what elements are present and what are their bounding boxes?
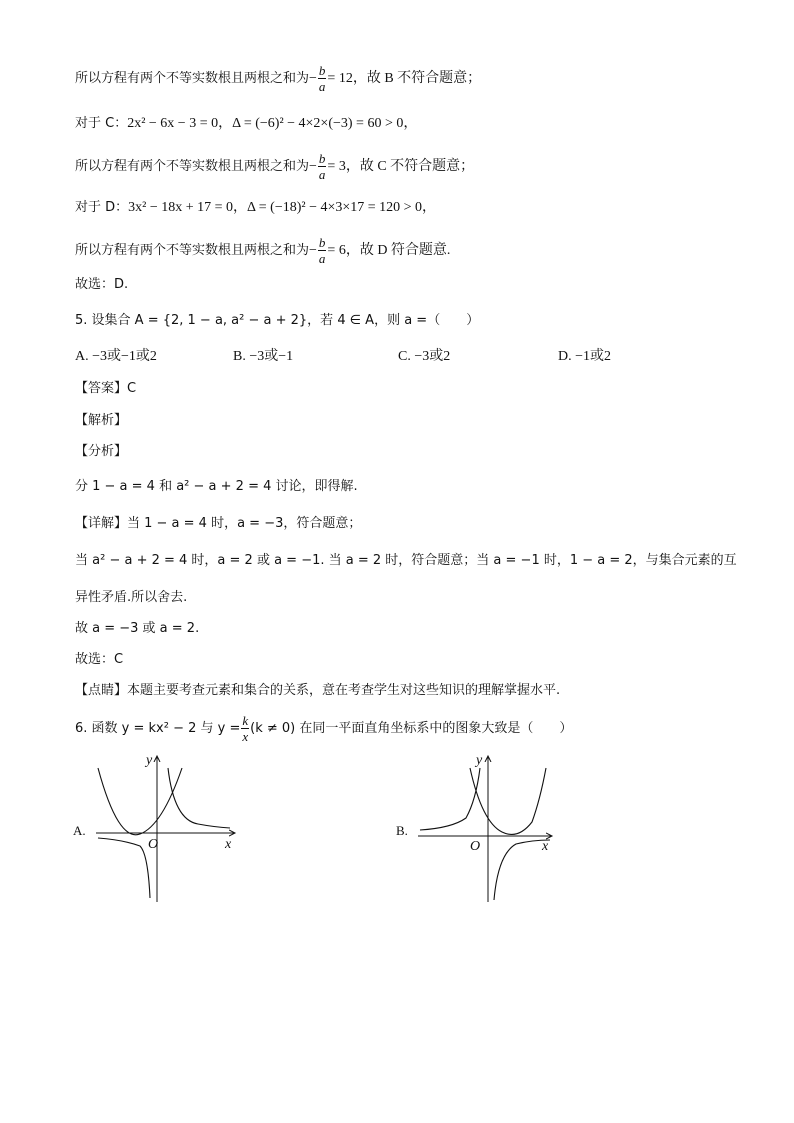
origin-label: O (470, 839, 481, 854)
detail-line-3: 异性矛盾.所以舍去. (75, 590, 188, 605)
graph-a (90, 750, 250, 905)
detail-line-1: 【详解】当 1 − a = 4 时，a = −3，符合题意； (75, 516, 362, 531)
line-case-c: 对于 C：2x² − 6x − 3 = 0，Δ = (−6)² − 4×2×(−3) = 60 > 0， (75, 116, 418, 131)
fraction-b-over-a: $\frac{b}{a}$ (318, 235, 326, 266)
line-b-sum: 所以方程有两个不等实数根且两根之和为− $\frac{b}{a}$ = 12，故 B 不符合题意； (75, 63, 482, 94)
graph-b-label: B. (396, 823, 408, 838)
q5-option-b: B. −3或−1 (233, 349, 294, 364)
fraction-k-over-x: $\frac{k}{x}$ (242, 713, 249, 744)
origin-label: O (148, 837, 159, 852)
line-d-sum: 所以方程有两个不等实数根且两根之和为− $\frac{b}{a}$ = 6，故 D 符合题意. (75, 235, 451, 266)
graph-b (412, 750, 572, 905)
graph-a-label: A. (73, 823, 86, 838)
fraction-b-over-a: $\frac{b}{a}$ (318, 63, 326, 94)
hyperbola-branch-1 (168, 768, 230, 828)
analysis-label: 【解析】 (75, 413, 128, 428)
parabola-curve (470, 768, 546, 834)
dianjing: 【点睛】本题主要考查元素和集合的关系，意在考查学生对这些知识的理解掌握水平. (75, 683, 561, 698)
answer-c: 故选：C (75, 652, 124, 667)
q5-option-c: C. −3或2 (398, 349, 451, 364)
y-axis-label: y (476, 753, 483, 768)
q5-option-a: A. −3或−1或2 (75, 349, 157, 364)
fenxi-label: 【分析】 (75, 444, 128, 459)
question-5: 5. 设集合 A = {2, 1 − a, a² − a + 2}，若 4 ∈ A，则 a =（ ） (75, 313, 480, 328)
line-case-d: 对于 D：3x² − 18x + 17 = 0，Δ = (−18)² − 4×3×17 = 120 > 0， (75, 200, 437, 215)
fenxi-text: 分 1 − a = 4 和 a² − a + 2 = 4 讨论，即得解. (75, 479, 358, 494)
line-c-sum: 所以方程有两个不等实数根且两根之和为− $\frac{b}{a}$ = 3，故 C 不符合题意； (75, 151, 475, 182)
question-6: 6. 函数 y = kx² − 2 与 y = $\frac{k}{x}$ (k ≠ 0) 在同一平面直角坐标系中的图象大致是（ ） (75, 713, 573, 744)
hyperbola-branch-2 (98, 838, 150, 898)
detail-line-2: 当 a² − a + 2 = 4 时，a = 2 或 a = −1. 当 a = 2 时，符合题意；当 a = −1 时，1 − a = 2，与集合元素的互 (75, 553, 737, 568)
x-axis-label: x (542, 839, 549, 854)
answer-d: 故选：D. (75, 277, 129, 292)
x-axis-label: x (225, 837, 232, 852)
y-axis-label: y (146, 753, 153, 768)
answer-label: 【答案】C (75, 381, 137, 396)
hyperbola-branch-1 (420, 768, 480, 830)
q5-option-d: D. −1或2 (558, 349, 612, 364)
fraction-b-over-a: $\frac{b}{a}$ (318, 151, 326, 182)
detail-line-4: 故 a = −3 或 a = 2. (75, 621, 200, 636)
